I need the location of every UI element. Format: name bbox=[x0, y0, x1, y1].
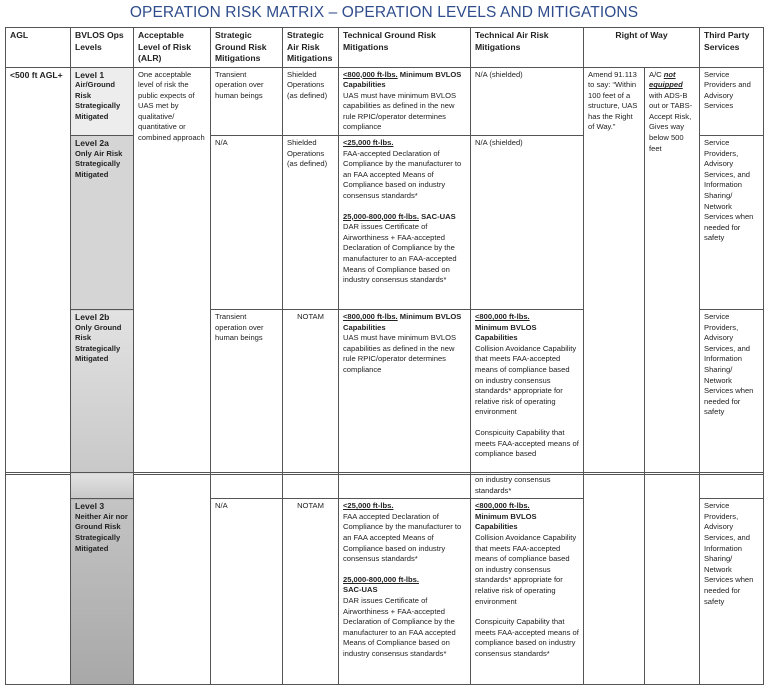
alr-cell bbox=[134, 473, 211, 685]
header-levels: BVLOS Ops Levels bbox=[71, 28, 134, 68]
level-desc: Neither Air nor Ground Risk Strategically Mitigated bbox=[75, 511, 128, 553]
weight-class: 25,000-800,000 ft-lbs. bbox=[343, 574, 419, 584]
level-cell bbox=[71, 310, 134, 475]
level-name: Level 2b bbox=[75, 312, 110, 323]
sgr-cell: N/A bbox=[211, 136, 283, 310]
alr-cell: One acceptable level of risk the public expects of UAS met by qualitative/ quantitative or combined approach bbox=[134, 67, 211, 475]
agl-cell: <500 ft AGL+ bbox=[6, 67, 71, 475]
ac-emphasis: not equipped bbox=[649, 69, 683, 90]
ac-prefix: A/C bbox=[649, 69, 664, 79]
level-cell bbox=[71, 473, 134, 499]
page-title: OPERATION RISK MATRIX – OPERATION LEVELS AND MITIGATIONS bbox=[129, 4, 639, 21]
sar-cell: Shielded Operations (as defined) bbox=[283, 67, 339, 136]
table-row-level-1 bbox=[6, 67, 764, 136]
tar-cell: N/A (shielded) bbox=[471, 67, 584, 136]
requirement-text: DAR issues Certificate of Airworthiness + FAA-accepted Declaration of Compliance by the manufacturer to an FAA-accepted Means of Compliance based on industry consensus standards* bbox=[343, 222, 457, 285]
header-agl: AGL bbox=[6, 28, 71, 68]
weight-class: <25,000 ft-lbs. bbox=[343, 138, 394, 148]
tgr-cell bbox=[339, 67, 471, 136]
sar-cell: NOTAM bbox=[283, 499, 339, 685]
right-of-way-ac-cell bbox=[645, 67, 700, 475]
weight-class: 25,000-800,000 ft-lbs. bbox=[343, 211, 419, 221]
right-of-way-amend-cell: Amend 91.113 to say: “Within 100 feet of a structure, UAS has the Right of Way.” bbox=[584, 67, 645, 475]
tps-cell: Service Providers, Advisory Services, and Information Sharing/ Network Services when needed for safety bbox=[700, 499, 764, 685]
table-row-continued bbox=[6, 473, 764, 499]
risk-matrix-table bbox=[5, 27, 764, 475]
header-alr: Acceptable Level of Risk (ALR) bbox=[134, 28, 211, 68]
tar-cell: N/A (shielded) bbox=[471, 136, 584, 310]
tgr-cell bbox=[339, 136, 471, 310]
header-row bbox=[6, 28, 764, 68]
header-tgr: Technical Ground Risk Mitigations bbox=[339, 28, 471, 68]
tgr-cell bbox=[339, 499, 471, 685]
tar-cell bbox=[471, 499, 584, 685]
sar-cell bbox=[283, 473, 339, 499]
requirement-text: Conspicuity Capability that meets FAA-accepted means of compliance based on industry consensus standards* bbox=[475, 617, 579, 658]
weight-class: <800,000 ft-lbs. bbox=[343, 69, 398, 79]
header-tps: Third Party Services bbox=[700, 28, 764, 68]
tps-cell: Service Providers and Advisory Services bbox=[700, 67, 764, 136]
tps-cell: Service Providers, Advisory Services, and Information Sharing/ Network Services when needed for safety bbox=[700, 136, 764, 310]
level-desc: Only Air Risk Strategically Mitigated bbox=[75, 148, 123, 179]
level-cell bbox=[71, 499, 134, 685]
requirement-title: Minimum BVLOS Capabilities bbox=[475, 511, 537, 532]
weight-class: <800,000 ft-lbs. bbox=[343, 312, 398, 322]
weight-class: <800,000 ft-lbs. bbox=[475, 501, 530, 511]
weight-class: <800,000 ft-lbs. bbox=[475, 312, 530, 322]
level-cell bbox=[71, 67, 134, 136]
requirement-text: Collision Avoidance Capability that meets FAA-accepted means of compliance based on industry consensus standards* appropriate for relative risk of operating environment bbox=[475, 532, 577, 606]
requirement-title: SAC-UAS bbox=[343, 585, 378, 595]
tgr-cell bbox=[339, 473, 471, 499]
tar-cell: on industry consensus standards* bbox=[471, 473, 584, 499]
sgr-cell: Transient operation over human beings bbox=[211, 310, 283, 475]
ac-rest: with ADS-B out or TABS-Accept Risk, Gives way below 500 feet bbox=[649, 90, 693, 153]
right-of-way-ac-cell bbox=[645, 473, 700, 685]
requirement-text: Collision Avoidance Capability that meets FAA-accepted means of compliance based on industry consensus standards* appropriate for relative risk of operating environment bbox=[475, 343, 577, 417]
requirement-title: Minimum BVLOS Capabilities bbox=[343, 69, 462, 90]
sar-cell: NOTAM bbox=[283, 310, 339, 475]
requirement-text: FAA accepted Declaration of Compliance by the manufacturer to an FAA accepted Means of Compliance based on industry consensus standards* bbox=[343, 511, 462, 564]
level-name: Level 2a bbox=[75, 138, 109, 149]
agl-cell bbox=[6, 473, 71, 685]
header-tar: Technical Air Risk Mitigations bbox=[471, 28, 584, 68]
requirement-text: DAR issues Certificate of Airworthiness + FAA-accepted Declaration of Compliance by the manufacturer to an FAA accepted Means of Compliance based on industry consensus standards* bbox=[343, 595, 456, 658]
level-desc: Air/Ground Risk Strategically Mitigated bbox=[75, 80, 121, 121]
risk-matrix-table-continued bbox=[5, 472, 764, 685]
requirement-text: UAS must have minimum BVLOS capabilities as defined in the new rule RPIC/operator determines compliance bbox=[343, 333, 457, 375]
sgr-cell: Transient operation over human beings bbox=[211, 67, 283, 136]
weight-class: <25,000 ft-lbs. bbox=[343, 501, 394, 511]
requirement-text: UAS must have minimum BVLOS capabilities as defined in the new rule RPIC/operator determines compliance bbox=[343, 90, 457, 132]
sgr-cell: N/A bbox=[211, 499, 283, 685]
sgr-cell bbox=[211, 473, 283, 499]
right-of-way-amend-cell bbox=[584, 473, 645, 685]
requirement-title: Minimum BVLOS Capabilities bbox=[475, 322, 537, 343]
level-name: Level 1 bbox=[75, 69, 105, 80]
sar-cell: Shielded Operations (as defined) bbox=[283, 136, 339, 310]
header-sar: Strategic Air Risk Mitigations bbox=[283, 28, 339, 68]
tar-cell bbox=[471, 310, 584, 475]
tgr-cell bbox=[339, 310, 471, 475]
requirement-text: FAA-accepted Declaration of Compliance by the manufacturer to an FAA accepted Means of Compliance based on industry consensus standards* bbox=[343, 148, 462, 201]
tps-cell: Service Providers, Advisory Services, and Information Sharing/ Network Services when needed for safety bbox=[700, 310, 764, 475]
requirement-text: Conspicuity Capability that meets FAA-accepted means of compliance based bbox=[475, 428, 579, 459]
level-name: Level 3 bbox=[75, 501, 105, 512]
requirement-title: Minimum BVLOS Capabilities bbox=[343, 312, 462, 332]
header-sgr: Strategic Ground Risk Mitigations bbox=[211, 28, 283, 68]
requirement-title: SAC-UAS bbox=[418, 211, 456, 221]
level-desc: Only Ground Risk Strategically Mitigated bbox=[75, 322, 122, 364]
level-cell bbox=[71, 136, 134, 310]
header-right-of-way: Right of Way bbox=[584, 28, 700, 68]
tps-cell bbox=[700, 473, 764, 499]
